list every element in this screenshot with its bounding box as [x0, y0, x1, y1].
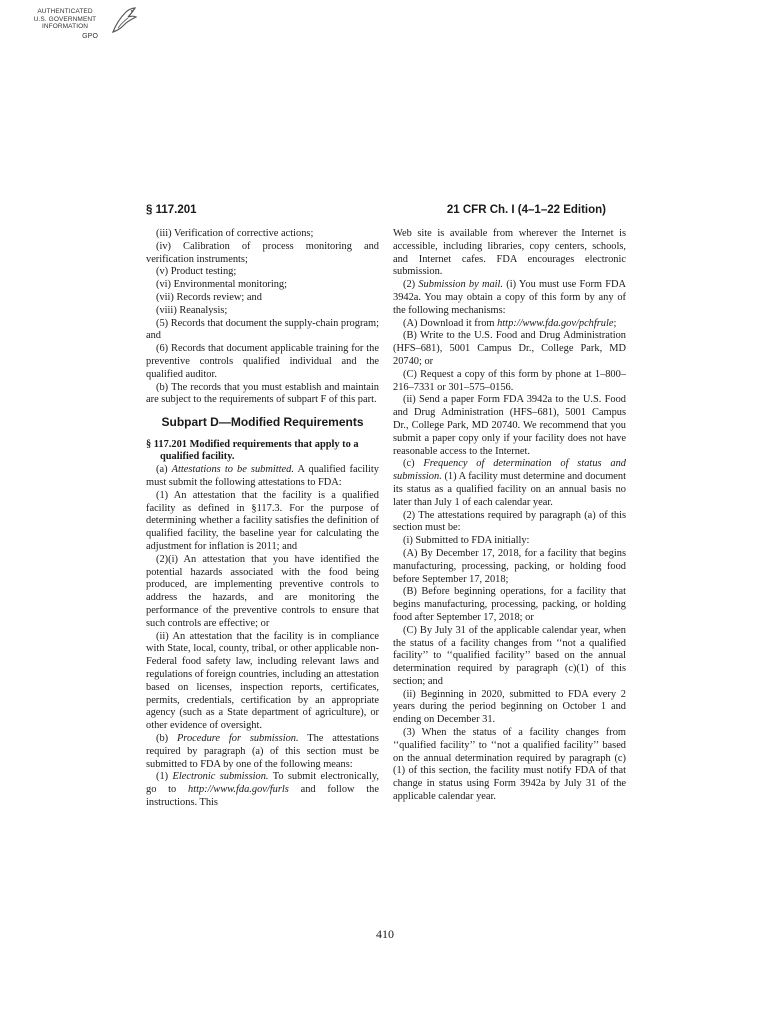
- paragraph-c2ii: (ii) Beginning in 2020, submitted to FDA every 2 years during the period beginning on October 1 and ending on December 31.: [393, 688, 626, 726]
- paragraph-b-number: (b): [156, 732, 169, 744]
- paragraph-a1: (1) An attestation that the facility is a qualified facility as defined in §117.3. For the purpose of determining whether a facility satisfies the definition of qualified facility, the baseline year for calculating the adjustment for inflation is 2011; and: [146, 489, 379, 553]
- paragraph-a2i: (2)(i) An attestation that you have identified the potential hazards associated with the food being produced, are implementing preventive controls to address the hazards, and are monitoring the performance of the preventive controls to ensure that such controls are effective; or: [146, 553, 379, 629]
- seal-line-1: AUTHENTICATED: [37, 8, 93, 15]
- paragraph-b2iA: [393, 318, 626, 331]
- paragraph-b-heading: Procedure for submission.: [176, 732, 299, 744]
- right-column: [393, 228, 626, 804]
- page-number: 410: [376, 927, 394, 941]
- list-item-vi: (vi) Environmental monitoring;: [156, 279, 288, 291]
- paragraph-a: [146, 464, 379, 490]
- paragraph-b-records: (b) The records that you must establish and maintain are subject to the requirements of subpart F of this part.: [146, 381, 379, 406]
- furls-url: http://www.fda.gov/furls: [188, 784, 289, 796]
- left-column: [146, 228, 379, 810]
- header-edition: 21 CFR Ch. I (4–1–22 Edition): [446, 204, 606, 216]
- paragraph-b2-number: (2): [403, 279, 416, 291]
- seal-line-3: INFORMATION: [41, 23, 89, 30]
- paragraph-c3: (3) When the status of a facility changes from ‘‘qualified facility’’ to ‘‘not a qualified facility’’ based on the annual determination required by paragraph (c)(1) of this section, the facility must notify FDA of that change in status using Form 3942a by July 31 of the applicable calendar year.: [393, 727, 626, 803]
- paragraph-b: [146, 733, 379, 771]
- paragraph-b1-heading: Electronic submission.: [172, 771, 269, 783]
- seal-gpo-mark: GPO: [82, 32, 98, 40]
- paragraph-c: [393, 458, 626, 509]
- eagle-icon: [110, 6, 138, 36]
- seal-text: [30, 8, 100, 40]
- paragraph-c2iB: (B) Before beginning operations, for a facility that begins manufacturing, processing, packing, or holding food after September 17, 2018; or: [393, 586, 626, 623]
- paragraph-b2-text: (i) You must use Form FDA 3942a. You may obtain a copy of this form by any of the following mechanisms:: [393, 279, 627, 316]
- paragraph-b1-tail: and follow the instructions. This: [146, 784, 379, 808]
- list-item-v: (v) Product testing;: [156, 266, 237, 278]
- list-item-5: (5) Records that document the supply-chain program; and: [146, 317, 379, 342]
- subpart-title: Subpart D—Modified Requirements: [161, 415, 364, 430]
- paragraph-b2-heading: Submission by mail.: [418, 279, 504, 291]
- list-item-6: (6) Records that document applicable training for the preventive controls qualified individual and the qualified auditor.: [146, 343, 379, 380]
- list-item-viii: (viii) Reanalysis;: [156, 304, 228, 316]
- paragraph-b-text: The attestations required by paragraph (a) of this section must be submitted to FDA by one of the following means:: [146, 732, 379, 770]
- list-item-iii: (iii) Verification of corrective actions;: [156, 228, 314, 239]
- header-section-number: § 117.201: [146, 204, 197, 216]
- paragraph-b2iA-tail: ;: [613, 317, 617, 329]
- paragraph-a-text: A qualified facility must submit the following attestations to FDA:: [146, 464, 379, 489]
- paragraph-c2iA: (A) By December 17, 2018, for a facility that begins manufacturing, processing, packing, or holding food before September 17, 2018;: [393, 547, 626, 585]
- paragraph-c2: (2) The attestations required by paragraph (a) of this section must be:: [393, 509, 626, 534]
- paragraph-a2ii: (ii) An attestation that the facility is in compliance with State, local, county, tribal, or other applicable non-Federal food safety law, including relevant laws and regulations of foreign countries, including an attestation based on licenses, inspection reports, certificates, permits, credentials, certification by an appropriate agency (such as a State department of agriculture), or other evidence of oversight.: [146, 630, 379, 732]
- paragraph-b1-continued: Web site is available from wherever the Internet is accessible, including libraries, copy centers, schools, and Internet cafes. FDA encourages electronic submission.: [393, 228, 626, 278]
- running-header: [146, 204, 606, 220]
- paragraph-c-text: (1) A facility must determine and document its status as a qualified facility on an annual basis no later than July 1 of each calendar year.: [393, 471, 626, 508]
- paragraph-b2iB: (B) Write to the U.S. Food and Drug Administration (HFS–681), 5001 Campus Dr., College Park, MD 20740; or: [393, 330, 626, 367]
- paragraph-c2i: (i) Submitted to FDA initially:: [403, 535, 530, 547]
- paragraph-b2: [393, 279, 626, 317]
- paragraph-b1-number: (1): [156, 771, 169, 783]
- paragraph-b2ii: (ii) Send a paper Form FDA 3942a to the U.S. Food and Drug Administration (HFS–681), 5001 Campus Dr., College Park, MD 20740. We recommend that you submit a paper copy only if your facility does not have reasonable access to the Internet.: [393, 394, 626, 457]
- pchfrule-url: http://www.fda.gov/pchfrule: [497, 317, 614, 329]
- paragraph-b1-text: To submit electronically, go to: [146, 771, 379, 796]
- list-item-vii: (vii) Records review; and: [156, 291, 262, 303]
- authentication-seal: [30, 6, 142, 50]
- paragraph-a-number: (a): [156, 464, 168, 476]
- paragraph-c-heading: Frequency of determination of status and submission.: [393, 458, 626, 483]
- paragraph-b2iC: (C) Request a copy of this form by phone at 1–800–216–7331 or 301–575–0156.: [393, 368, 626, 393]
- seal-line-2: U.S. GOVERNMENT: [33, 15, 97, 23]
- paragraph-c-number: (c): [403, 458, 415, 470]
- list-item-iv: (iv) Calibration of process monitoring and verification instruments;: [146, 240, 379, 265]
- paragraph-c2iC: (C) By July 31 of the applicable calendar year, when the status of a facility changes from ‘‘not a qualified facility’’ to ‘‘qualified facility’’ based on the annual determination required by paragraph (c)(1) of this section; and: [393, 624, 626, 687]
- paragraph-a-heading: Attestations to be submitted.: [171, 464, 294, 476]
- paragraph-b1: [146, 771, 379, 809]
- paragraph-b2iA-text: (A) Download it from: [403, 317, 495, 329]
- section-heading: § 117.201 Modified requirements that apply to a qualified facility.: [146, 438, 359, 463]
